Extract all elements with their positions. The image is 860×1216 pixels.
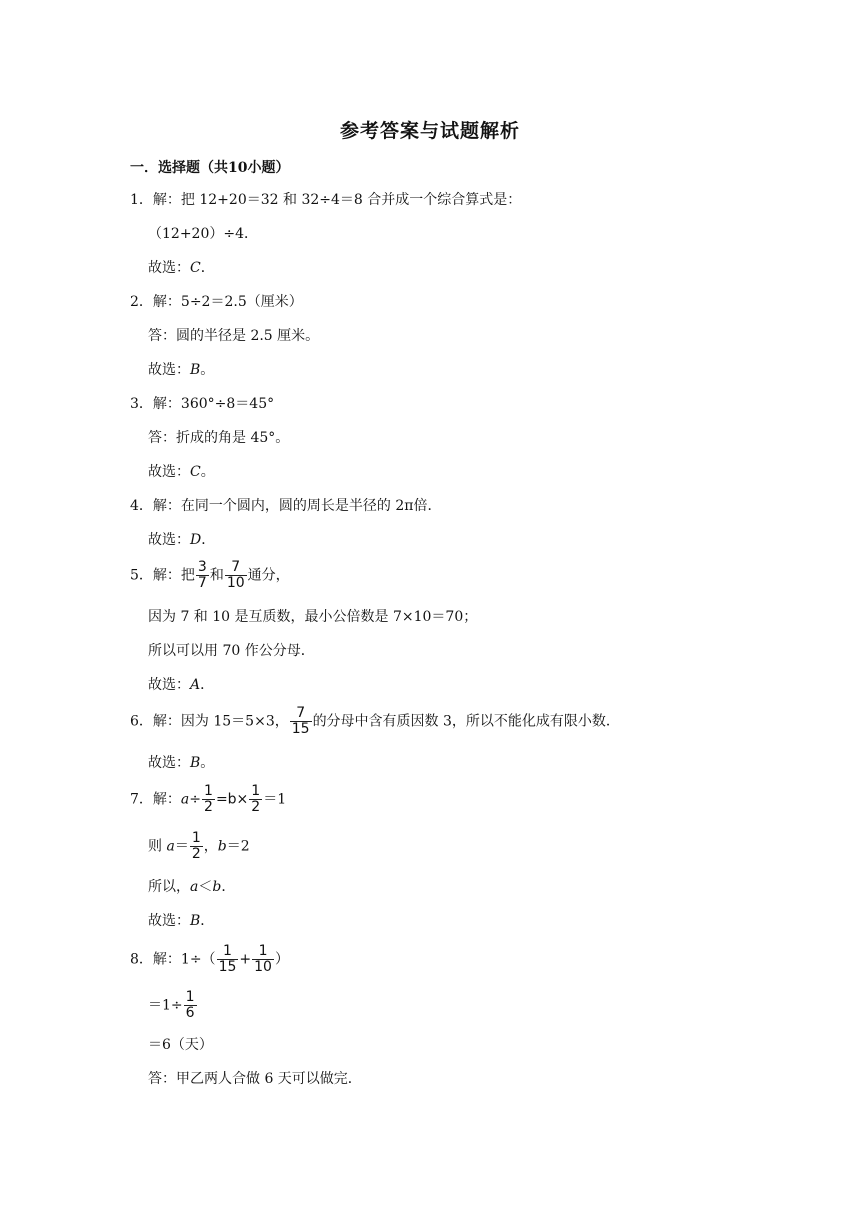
q7-fraction-1-2-a: $\frac{1}{2}$ xyxy=(204,783,213,815)
q6-choice: B xyxy=(190,755,201,771)
q5-line3: 所以可以用 70 作公分母． xyxy=(148,643,315,659)
q3-answer: 故选：C。 xyxy=(148,464,215,480)
q6-fraction-7-15: $\frac{7}{15}$ xyxy=(291,705,310,737)
page-title: 参考答案与试题解析 xyxy=(339,120,520,142)
q7-fraction-1-2-c: $\frac{1}{2}$ xyxy=(191,830,201,862)
q2-line1: 2．解：5÷2＝2.5（厘米） xyxy=(130,294,303,310)
q8-answer: 答：甲乙两人合做 6 天可以做完． xyxy=(148,1071,362,1087)
q2-number: 2． xyxy=(130,294,153,310)
q8-line1: 8．解：1÷（ $\frac{1}{15}$ + $\frac{1}{10}$ ） xyxy=(130,943,289,975)
q7-line1: 7．解：a÷ $\frac{1}{2}$ =b× $\frac{1}{2}$ ＝1 xyxy=(130,783,287,815)
q6-answer: 故选：B。 xyxy=(148,755,215,771)
q7-choice: B xyxy=(190,913,201,929)
q6-number: 6． xyxy=(130,713,153,730)
q1-choice: C xyxy=(190,260,201,276)
section-heading: 一．选择题（共10小题） xyxy=(130,160,290,176)
q4-line1: 4．解：在同一个圆内，圆的周长是半径的 2π倍． xyxy=(130,498,442,514)
q8-line2: ＝1÷ $\frac{1}{6}$ xyxy=(148,989,195,1021)
q5-fraction-7-10: $\frac{7}{10}$ xyxy=(226,559,245,591)
q8-number: 8． xyxy=(130,951,153,968)
q4-number: 4． xyxy=(130,498,153,514)
q3-number: 3． xyxy=(130,396,153,412)
q4-choice: D xyxy=(190,532,202,548)
q7-fraction-1-2-b: $\frac{1}{2}$ xyxy=(251,783,261,815)
q7-number: 7． xyxy=(130,791,153,808)
q3-line1: 3．解：360°÷8＝45° xyxy=(130,396,275,412)
q8-fraction-1-15: $\frac{1}{15}$ xyxy=(218,943,237,975)
q7-line3: 所以，a＜b． xyxy=(148,879,236,895)
q2-choice: B xyxy=(190,362,201,378)
q5-choice: A xyxy=(190,677,201,693)
q1-number: 1． xyxy=(130,192,153,208)
q7-answer: 故选：B． xyxy=(148,913,215,929)
q1-text: 解：把 12+20＝32 和 32÷4＝8 合并成一个综合算式是： xyxy=(152,192,522,208)
q3-line2: 答：折成的角是 45°。 xyxy=(148,430,290,446)
q3-choice: C xyxy=(190,464,201,480)
q8-line3: ＝6（天） xyxy=(148,1037,213,1053)
q5-fraction-3-7: $\frac{3}{7}$ xyxy=(197,559,207,591)
q1-line1 xyxy=(130,190,521,210)
q5-line2: 因为 7 和 10 是互质数，最小公倍数是 7×10＝70； xyxy=(148,609,478,625)
q6-line1: 6．解：因为 15＝5×3， $\frac{7}{15}$ 的分母中含有质因数 3，所以不能化成有限小数． xyxy=(130,705,620,737)
q5-answer: 故选：A． xyxy=(148,677,215,693)
q4-answer: 故选：D． xyxy=(148,532,216,548)
q8-fraction-1-6: $\frac{1}{6}$ xyxy=(185,989,195,1021)
q2-answer: 故选：B。 xyxy=(148,362,215,378)
q1-answer: 故选：C． xyxy=(148,260,215,276)
q7-line2: 则 a＝ $\frac{1}{2}$ ，b＝2 xyxy=(148,830,250,862)
q5-line1: 5．解：把 $\frac{3}{7}$ 和 $\frac{7}{10}$ 通分， xyxy=(130,559,290,591)
q1-line2: （12+20）÷4． xyxy=(148,226,258,242)
q2-line2: 答：圆的半径是 2.5 厘米。 xyxy=(148,328,320,344)
q8-fraction-1-10: $\frac{1}{10}$ xyxy=(254,943,272,975)
q5-number: 5． xyxy=(130,567,153,584)
